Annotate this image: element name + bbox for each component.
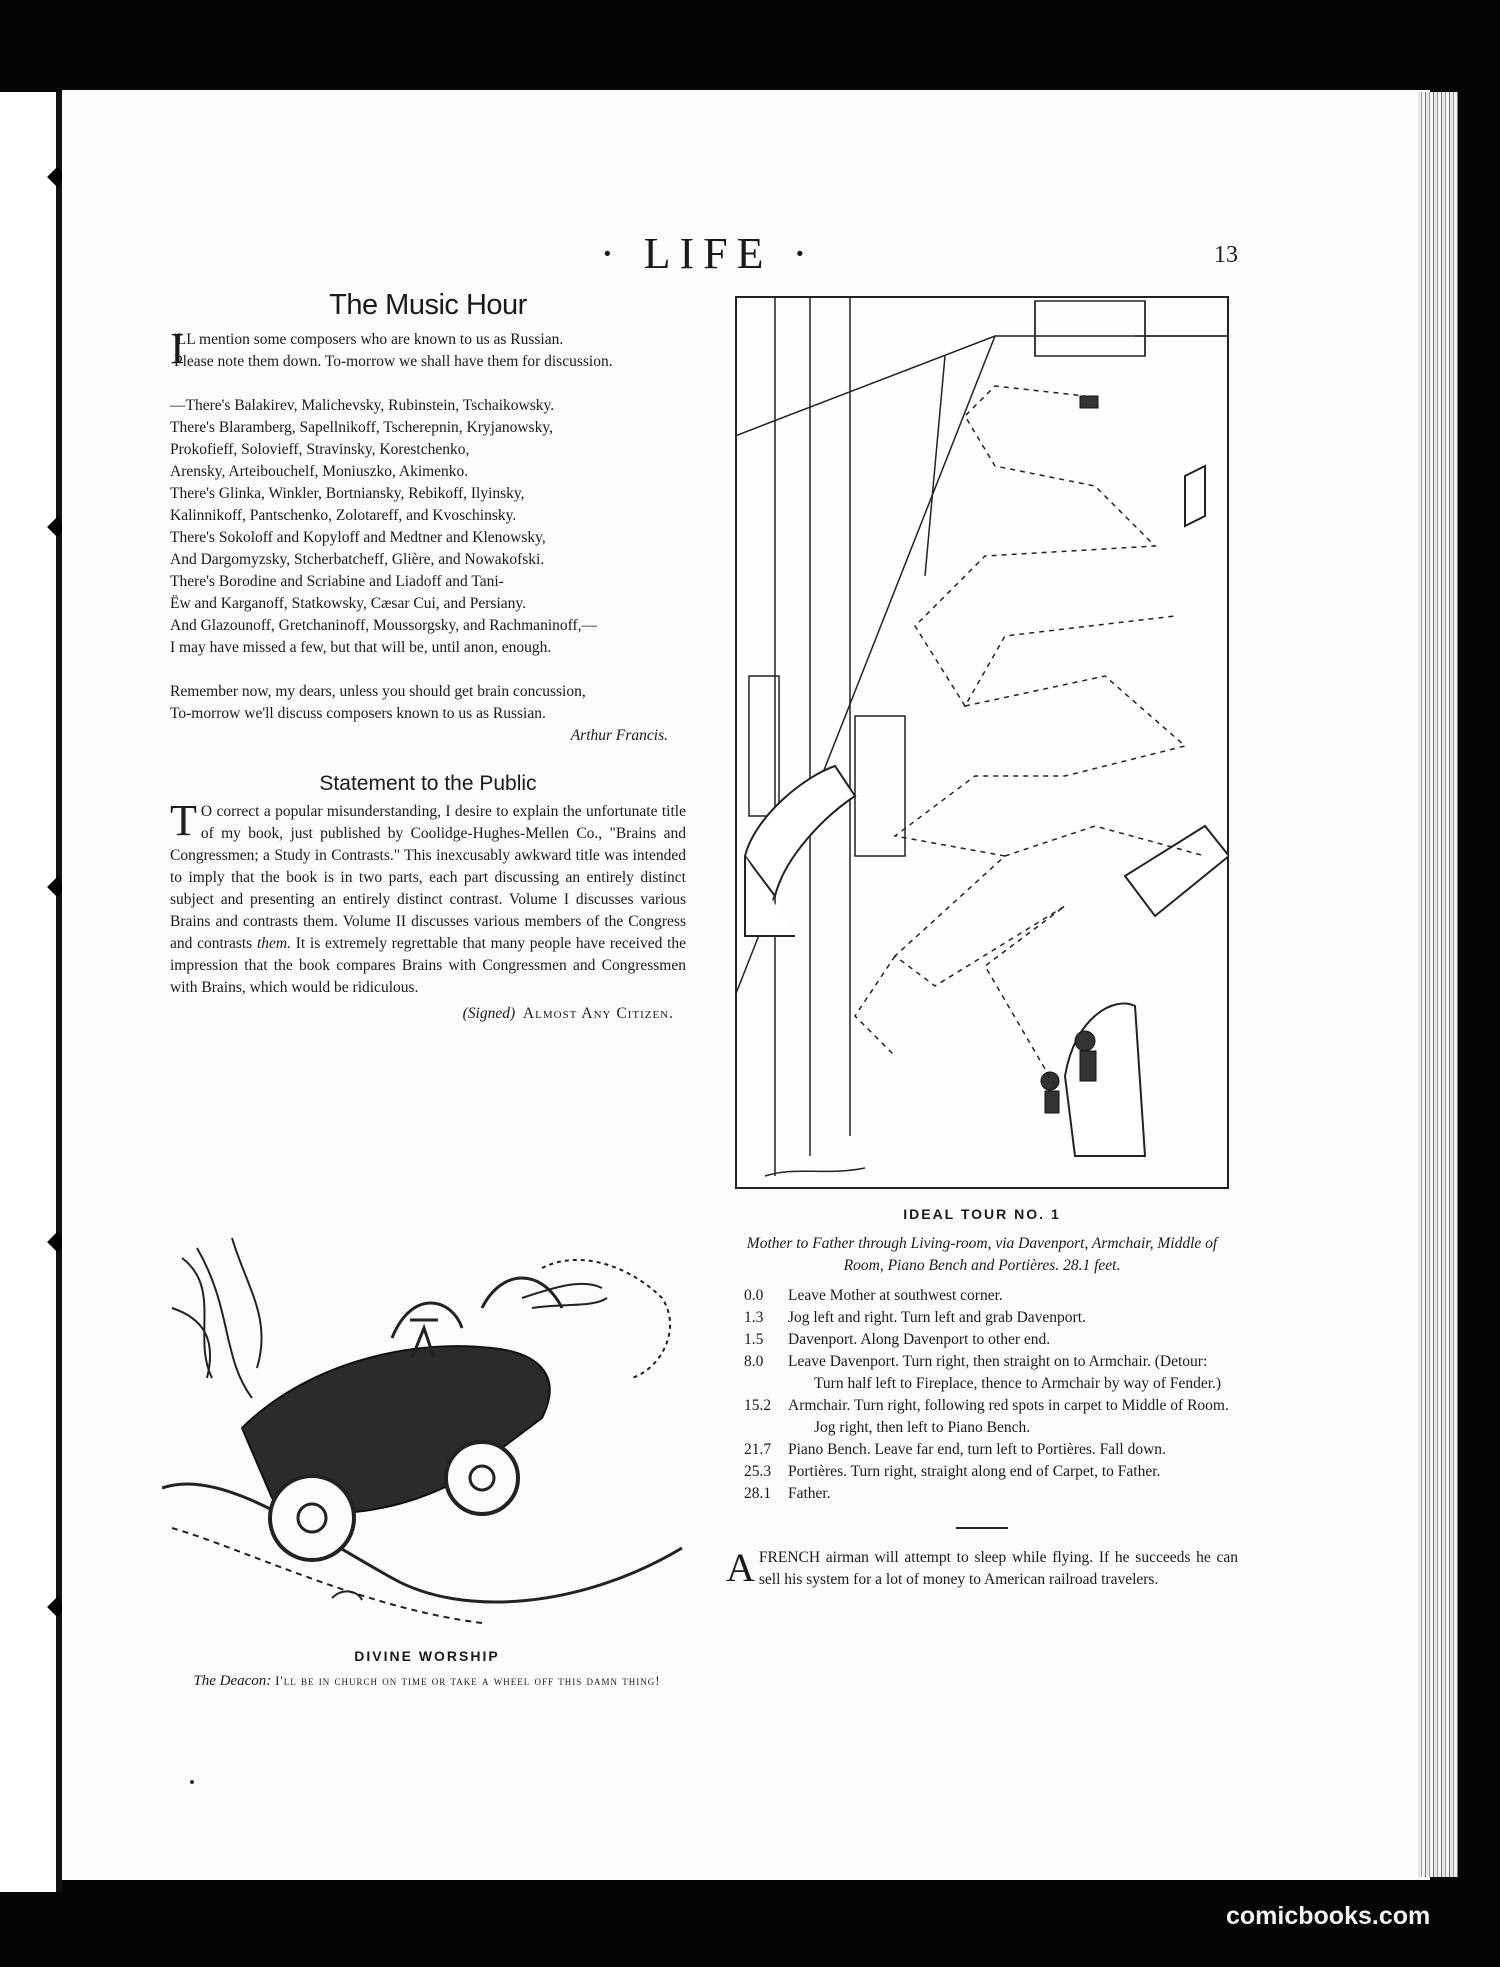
tour-leg: 1.3 Jog left and right. Turn left and grab Davenport. bbox=[744, 1309, 1086, 1326]
left-column bbox=[170, 285, 686, 1025]
poem-line: There's Sokoloff and Kopyloff and Medtner and Klenowsky, bbox=[170, 529, 546, 546]
poem-line: Prokofieff, Solovieff, Stravinsky, Korestchenko, bbox=[170, 441, 470, 458]
tour-leg: 8.0 Leave Davenport. Turn right, then straight on to Armchair. (Detour: Turn half left to Fireplace, thence to Armchair by way of Fender.) bbox=[744, 1353, 1222, 1392]
watermark: comicbooks.com bbox=[1226, 1902, 1431, 1930]
tour-subtitle: Mother to Father through Living-room, via Davenport, Armchair, Middle of Room, Piano Bench and Portières. 28.1 feet. bbox=[746, 1235, 1218, 1274]
ideal-tour-diagram bbox=[735, 296, 1229, 1189]
poem-line: Please note them down. To-morrow we shall have them for discussion. bbox=[174, 353, 613, 370]
poem-line: Remember now, my dears, unless you should get brain concussion, bbox=[170, 683, 586, 700]
tour-title: IDEAL TOUR NO. 1 bbox=[903, 1206, 1061, 1222]
divine-worship-cartoon bbox=[162, 1228, 692, 1638]
music-hour-title: The Music Hour bbox=[329, 289, 527, 321]
statement-title: Statement to the Public bbox=[319, 772, 537, 795]
ideal-tour-text bbox=[726, 1203, 1238, 1591]
poem-line: And Glazounoff, Gretchaninoff, Moussorgsky, and Rachmaninoff,— bbox=[170, 617, 598, 634]
divine-worship-caption bbox=[162, 1648, 692, 1692]
divider-rule bbox=[956, 1527, 1008, 1529]
masthead: · LIFE · bbox=[600, 229, 817, 278]
dropcap: T bbox=[170, 796, 197, 845]
tour-leg: 25.3 Portières. Turn right, straight along end of Carpet, to Father. bbox=[744, 1463, 1161, 1480]
poem-line: Arensky, Arteibouchelf, Moniuszko, Akimenko. bbox=[170, 463, 469, 480]
poem-line: —There's Balakirev, Malichevsky, Rubinstein, Tschaikowsky. bbox=[170, 397, 555, 414]
cartoon-title: DIVINE WORSHIP bbox=[354, 1648, 500, 1664]
dropcap: A bbox=[726, 1545, 755, 1590]
statement-body: T O correct a popular misunderstanding, I desire to explain the unfortunate title of my book, just published by Coolidge-Hughes-Mellen Co., "Brains and Congressmen; a Study in Contrasts." This inexcusably awkward title was intended to imply that the book is in two parts, each part discussing an entirely distinct subject and presenting an entirely distinct contrast. Volume I discusses various Brains and contrasts them. Volume II discusses various members of the Congress and contrasts them. It is extremely regrettable that many people have received the impression that the book compares Brains with Congressmen and Congressmen with Brains, which would be ridiculous. bbox=[170, 796, 687, 996]
poem-line: There's Blaramberg, Sapellnikoff, Tscherepnin, Kryjanowsky, bbox=[170, 419, 553, 436]
poem-line: I 'LL mention some composers who are known to us as Russian. bbox=[170, 324, 564, 373]
tour-legs bbox=[726, 1285, 1238, 1505]
tour-leg: 1.5 Davenport. Along Davenport to other end. bbox=[744, 1331, 1051, 1348]
poem-line: Kalinnikoff, Pantschenko, Zolotareff, and Kvoschinsky. bbox=[170, 507, 517, 524]
tour-leg: 21.7 Piano Bench. Leave far end, turn left to Portières. Fall down. bbox=[744, 1441, 1166, 1458]
poem-line: And Dargomyzsky, Stcherbatcheff, Glière, and Nowakofski. bbox=[170, 551, 545, 568]
poem-line: Ëw and Karganoff, Statkowsky, Cæsar Cui, and Persiany. bbox=[170, 595, 527, 612]
page-edges bbox=[1418, 92, 1458, 1877]
poem-line: There's Borodine and Scriabine and Liadoff and Tani- bbox=[170, 573, 504, 590]
poem-line: To-morrow we'll discuss composers known to us as Russian. bbox=[170, 705, 546, 722]
music-hour-poem bbox=[170, 324, 686, 725]
poem-line: There's Glinka, Winkler, Bortniansky, Rebikoff, Ilyinsky, bbox=[170, 485, 525, 502]
tour-leg: 28.1 Father. bbox=[744, 1485, 831, 1502]
tour-leg: 15.2 Armchair. Turn right, following red spots in carpet to Middle of Room. Jog right, then left to Piano Bench. bbox=[744, 1397, 1229, 1436]
poem-line: I may have missed a few, but that will be, until anon, enough. bbox=[170, 639, 552, 656]
scan-speck bbox=[190, 1780, 194, 1784]
statement-signature: (Signed) Almost Any Citizen. bbox=[462, 1005, 674, 1022]
tour-leg: 0.0 Leave Mother at southwest corner. bbox=[744, 1287, 1003, 1304]
poem-author: Arthur Francis. bbox=[570, 727, 668, 744]
page-number: 13 bbox=[1214, 242, 1238, 268]
cartoon-caption: The Deacon: I'll be in church on time or take a wheel off this damn thing! bbox=[193, 1673, 661, 1689]
airman-paragraph: AFRENCH airman will attempt to sleep while flying. If he succeeds he can sell his system for a lot of money to American railroad travelers. bbox=[726, 1545, 1238, 1590]
